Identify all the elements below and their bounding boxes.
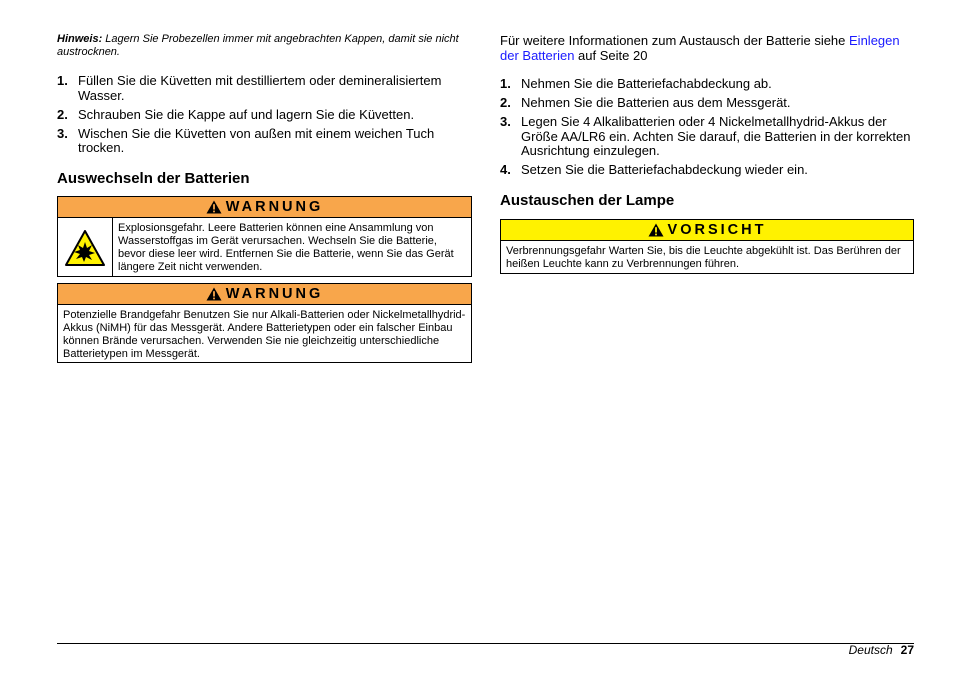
list-item: 3. Wischen Sie die Küvetten von außen mit einem weichen Tuch trocken. <box>57 125 435 155</box>
warning-triangle-icon <box>206 287 222 301</box>
note-text: Lagern Sie Probezellen immer mit angebrachten Kappen, damit sie nicht austrocknen. <box>57 33 459 58</box>
caution-text: Verbrennungsgefahr Warten Sie, bis die Leuchte abgekühlt ist. Das Berühren der heißen Leuchte kann zu Verbrennungen führen. <box>506 245 901 270</box>
warning-triangle-icon <box>206 200 222 214</box>
section-heading-lamp: Austauschen der Lampe <box>500 192 675 209</box>
explosion-hazard-icon <box>64 229 106 267</box>
section-heading-batteries: Auswechseln der Batterien <box>57 170 250 187</box>
list-item: 2. Nehmen Sie die Batterien aus dem Messgerät. <box>500 95 791 110</box>
warning-bar: WARNUNG <box>58 284 471 305</box>
footer-language: Deutsch <box>848 643 893 657</box>
warning-box-explosion <box>57 196 472 277</box>
note <box>57 33 472 59</box>
page-number: 27 <box>900 643 914 657</box>
battery-install-link[interactable]: Einlegen der Batterien <box>500 33 900 63</box>
intro-paragraph: Für weitere Informationen zum Austausch der Batterie siehe Einlegen der Batterien auf Seite 20 <box>500 33 900 63</box>
warning-box-fire <box>57 283 472 363</box>
warning-triangle-icon <box>648 223 664 237</box>
warning-bar: WARNUNG <box>58 197 471 218</box>
note-label: Hinweis: <box>57 33 103 45</box>
footer <box>849 642 914 658</box>
warning-text: Potenzielle Brandgefahr Benutzen Sie nur Alkali-Batterien oder Nickelmetallhydrid-Akkus (NiMH) für das Messgerät. Andere Batterietypen oder ein falscher Einbau können Brände verursachen. Verwenden Sie nie gleichzeitig unterschiedliche Batterietypen im Messgerät. <box>63 309 466 360</box>
list-item: 2. Schrauben Sie die Kappe auf und lagern Sie die Küvetten. <box>57 106 415 122</box>
list-item: 1. Füllen Sie die Küvetten mit destilliertem oder demineralisiertem Wasser. <box>57 73 442 103</box>
caution-box-burn <box>500 219 914 274</box>
storage-steps <box>57 74 472 160</box>
footer-divider <box>57 643 914 644</box>
battery-steps <box>500 77 914 182</box>
explosion-icon-cell <box>58 218 113 277</box>
warning-text: Explosionsgefahr. Leere Batterien können eine Ansammlung von Wasserstoffgas im Gerät verursachen. Wechseln Sie die Batterie, bevor diese leer wird. Entfernen Sie die Batterie, wenn Sie das Gerät längere Zeit nicht verwenden. <box>118 222 454 273</box>
list-item: 1. Nehmen Sie die Batteriefachabdeckung ab. <box>500 76 772 91</box>
list-item: 4. Setzen Sie die Batteriefachabdeckung wieder ein. <box>500 162 808 177</box>
caution-bar: VORSICHT <box>501 220 913 241</box>
list-item: 3. Legen Sie 4 Alkalibatterien oder 4 Nickelmetallhydrid-Akkus der Größe AA/LR6 ein. Achten Sie darauf, die Batterien in der korrekten Ausrichtung einzulegen. <box>500 114 911 158</box>
